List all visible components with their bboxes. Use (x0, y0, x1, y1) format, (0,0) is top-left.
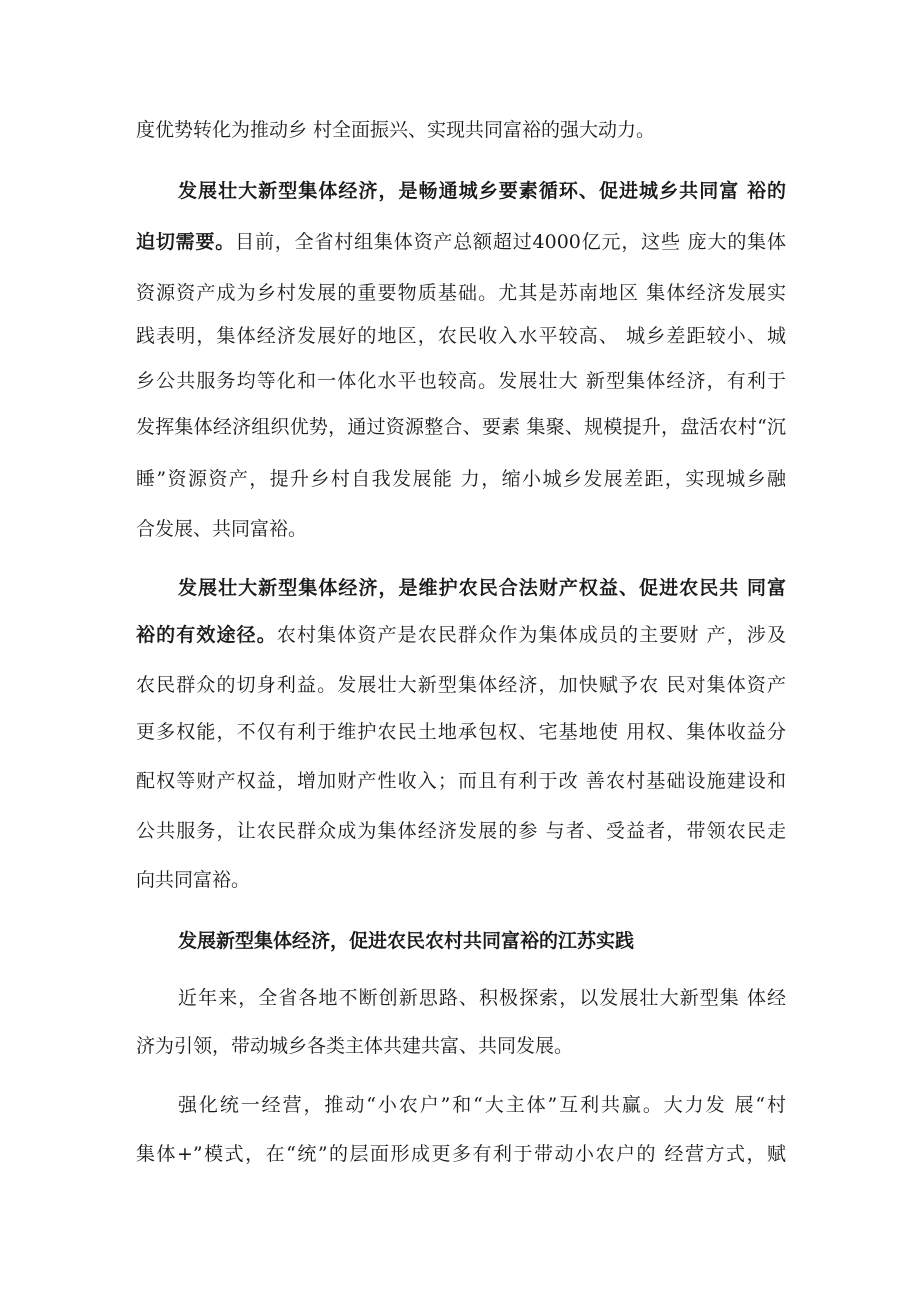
paragraph-line: 更多权能，不仅有利于维护农民土地承包权、宅基地使 用权、集体收益分 (136, 721, 786, 743)
paragraph-line: 济为引领，带动城乡各类主体共建共富、共同发展。 (136, 1035, 574, 1057)
paragraph-line: 农民群众的切身利益。发展壮大新型集体经济，加快赋予农 民对集体资产 (136, 674, 786, 696)
section-heading: 发展新型集体经济，促进农民农村共同富裕的江苏实践 (178, 930, 635, 952)
paragraph-line: 发挥集体经济组织优势，通过资源整合、要素 集聚、规模提升，盘活农村“沉 (136, 416, 786, 438)
paragraph-lead-bold: 迫切需要。 (136, 231, 236, 253)
paragraph-text: 农村集体资产是农民群众作为集体成员的主要财 产，涉及 (276, 624, 786, 646)
paragraph-text: 目前，全省村组集体资产总额超过4000亿元，这些 庞大的集体 (235, 231, 786, 253)
paragraph-line: 乡公共服务均等化和一体化水平也较高。发展壮大 新型集体经济，有利于 (136, 370, 786, 392)
paragraph-line: 睡”资源资产，提升乡村自我发展能 力，缩小城乡发展差距，实现城乡融 (136, 468, 786, 490)
paragraph-line (136, 229, 786, 255)
paragraph-line (136, 622, 786, 648)
paragraph-lead-bold: 发展壮大新型集体经济，是畅通城乡要素循环、促进城乡共同富 裕的 (178, 180, 786, 202)
paragraph-line: 公共服务，让农民群众成为集体经济发展的参 与者、受益者，带领农民走 (136, 820, 786, 842)
paragraph-lead-bold: 裕的有效途径。 (136, 624, 277, 646)
paragraph-line: 度优势转化为推动乡 村全面振兴、实现共同富裕的强大动力。 (136, 119, 656, 141)
paragraph-line: 强化统一经营，推动“小农户”和“大主体”互利共赢。大力发 展“村 (178, 1094, 786, 1116)
paragraph-line: 践表明，集体经济发展好的地区，农民收入水平较高、 城乡差距较小、城 (136, 325, 786, 347)
paragraph-line: 近年来，全省各地不断创新思路、积极探索，以发展壮大新型集 体经 (178, 987, 786, 1009)
paragraph-line: 配权等财产权益，增加财产性收入；而且有利于改 善农村基础设施建设和 (136, 770, 786, 792)
paragraph-line: 集体+”模式，在“统”的层面形成更多有利于带动小农户的 经营方式，赋 (136, 1143, 786, 1165)
paragraph-line: 向共同富裕。 (136, 869, 251, 891)
paragraph-lead-bold: 发展壮大新型集体经济，是维护农民合法财产权益、促进农民共 同富 (178, 577, 786, 599)
paragraph-line: 资源资产成为乡村发展的重要物质基础。尤其是苏南地区 集体经济发展实 (136, 282, 786, 304)
paragraph-line: 合发展、共同富裕。 (136, 518, 308, 540)
